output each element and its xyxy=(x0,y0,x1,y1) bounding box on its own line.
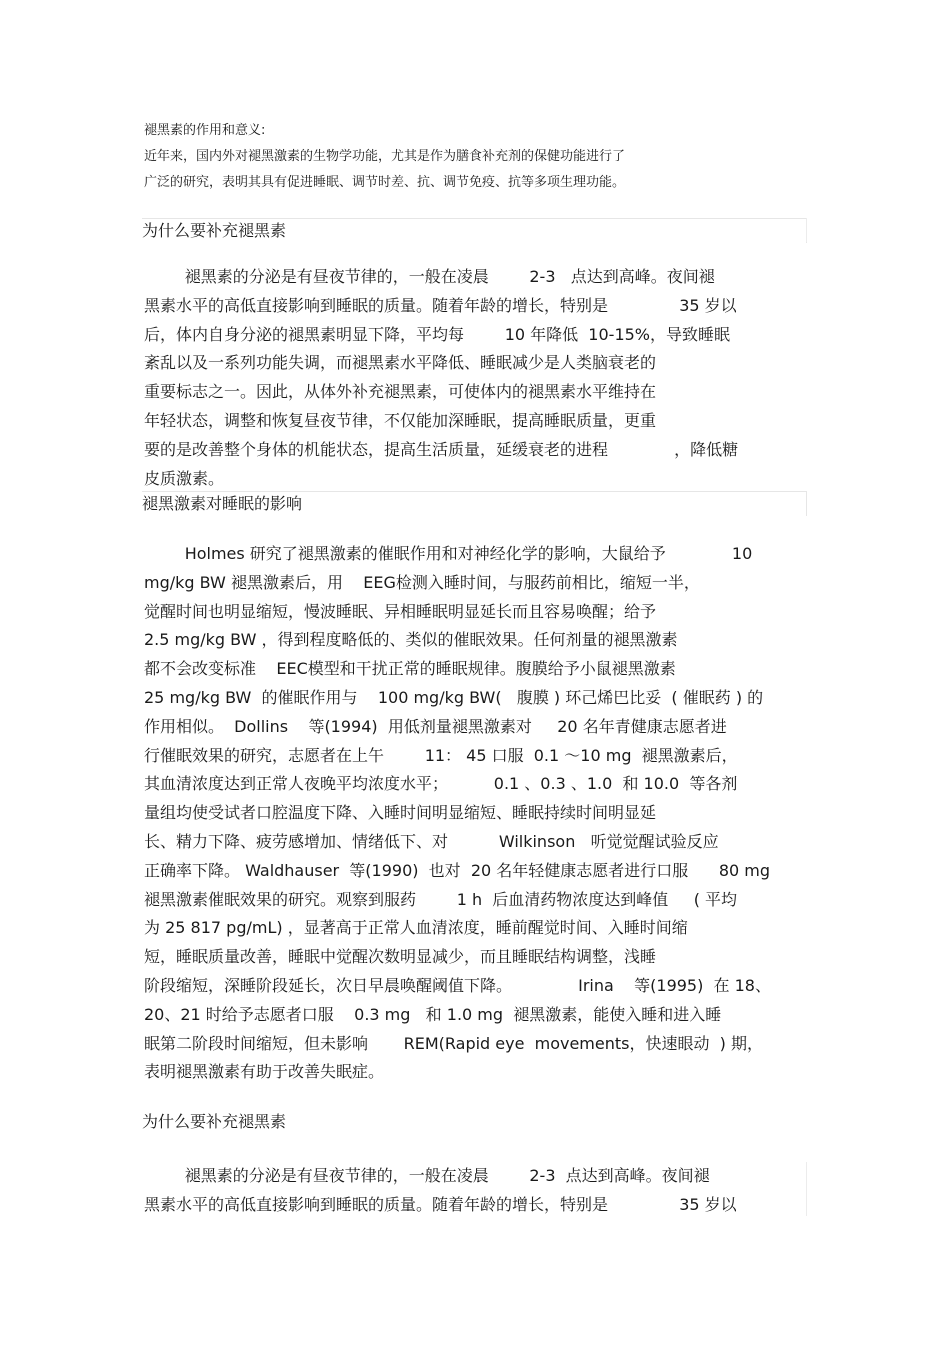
section-heading: 为什么要补充褪黑素 xyxy=(142,218,807,243)
paragraph-line: 作用相似。 Dollins 等(1994) 用低剂量褪黑激素对 20 名年青健康志愿者进 xyxy=(144,716,727,736)
heading-rule xyxy=(806,218,807,242)
intro-title: 褪黑素的作用和意义: xyxy=(144,123,266,138)
paragraph-line: 后，体内自身分泌的褪黑素明显下降，平均每 10 年降低 10-15%，导致睡眠 xyxy=(144,324,731,344)
intro-line: 广泛的研究，表明其具有促进睡眠、调节时差、抗、调节免疫、抗等多项生理功能。 xyxy=(144,175,626,190)
paragraph-line: 重要标志之一。因此，从体外补充褪黑素，可使体内的褪黑素水平维持在 xyxy=(144,382,657,402)
section2-paragraph xyxy=(144,540,812,1087)
clip-rule xyxy=(806,1162,807,1216)
intro-line: 近年来，国内外对褪黑激素的生物学功能，尤其是作为膳食补充剂的保健功能进行了 xyxy=(144,149,626,164)
paragraph-line: 都不会改变标准 EEC模型和干扰正常的睡眠规律。腹膜给予小鼠褪黑激素 xyxy=(144,659,676,679)
paragraph-line: 为 25 817 pg/mL) ，显著高于正常人血清浓度，睡前醒觉时间、入睡时间缩 xyxy=(144,918,688,938)
section-heading: 为什么要补充褪黑素 xyxy=(142,1112,287,1131)
paragraph-line: 黑素水平的高低直接影响到睡眠的质量。随着年龄的增长，特别是 35 岁以 xyxy=(144,295,737,315)
intro-block xyxy=(144,118,744,196)
paragraph-line: 20、21 时给予志愿者口服 0.3 mg 和 1.0 mg 褪黑激素，能使入睡和进入睡 xyxy=(144,1004,722,1024)
paragraph-line: mg/kg BW 褪黑激素后，用 EEG检测入睡时间，与服药前相比，缩短一半， xyxy=(144,572,700,592)
paragraph-line: 25 mg/kg BW 的催眠作用与 100 mg/kg BW( 腹膜 ) 环己烯巴比妥 ( 催眠药 ) 的 xyxy=(144,687,764,707)
paragraph-line: 正确率下降。 Waldhauser 等(1990) 也对 20 名年轻健康志愿者进行口服 80 mg xyxy=(144,860,771,880)
section-heading: 褪黑激素对睡眠的影响 xyxy=(142,491,807,516)
paragraph-line: 阶段缩短，深睡阶段延长，次日早晨唤醒阈值下降。 Irina 等(1995) 在 18、 xyxy=(144,975,771,995)
paragraph-line: 紊乱以及一系列功能失调，而褪黑素水平降低、睡眠减少是人类脑衰老的 xyxy=(144,353,657,373)
paragraph-line: 皮质激素。 xyxy=(144,468,225,488)
paragraph-line: 2.5 mg/kg BW ，得到程度略低的、类似的催眠效果。任何剂量的褪黑激素 xyxy=(144,630,678,650)
paragraph-line: 其血清浓度达到正常人夜晚平均浓度水平； 0.1 、0.3 、1.0 和 10.0 等各剂 xyxy=(144,774,738,794)
paragraph-line: 黑素水平的高低直接影响到睡眠的质量。随着年龄的增长，特别是 35 岁以 xyxy=(144,1194,737,1214)
paragraph-line: Holmes 研究了褪黑激素的催眠作用和对神经化学的影响，大鼠给予 10 xyxy=(144,544,753,563)
paragraph-line: 要的是改善整个身体的机能状态，提高生活质量，延缓衰老的进程 ，降低糖 xyxy=(144,439,739,459)
paragraph-line: 眠第二阶段时间缩短，但未影响 REM(Rapid eye movements，快速眼动 ) 期， xyxy=(144,1033,763,1053)
paragraph-line: 褪黑素的分泌是有昼夜节律的，一般在凌晨 2-3 点达到高峰。夜间褪 xyxy=(144,1166,710,1185)
paragraph-line: 褪黑激素催眠效果的研究。观察到服药 1 h 后血清药物浓度达到峰值 ( 平均 xyxy=(144,889,738,909)
paragraph-line: 短，睡眠质量改善，睡眠中觉醒次数明显减少，而且睡眠结构调整，浅睡 xyxy=(144,947,657,967)
paragraph-line: 年轻状态，调整和恢复昼夜节律，不仅能加深睡眠，提高睡眠质量，更重 xyxy=(144,410,657,430)
section3-clipped-area xyxy=(0,1162,950,1216)
paragraph-line: 觉醒时间也明显缩短，慢波睡眠、异相睡眠明显延长而且容易唤醒；给予 xyxy=(144,601,657,621)
paragraph-line: 行催眠效果的研究，志愿者在上午 11： 45 口服 0.1 ～10 mg 褪黑激素后， xyxy=(144,745,738,765)
paragraph-line: 长、精力下降、疲劳感增加、情绪低下、对 Wilkinson 听觉觉醒试验反应 xyxy=(144,831,719,851)
section3-paragraph xyxy=(144,1162,812,1216)
paragraph-line: 量组均使受试者口腔温度下降、入睡时间明显缩短、睡眠持续时间明显延 xyxy=(144,803,657,823)
paragraph-line: 褪黑素的分泌是有昼夜节律的，一般在凌晨 2-3 点达到高峰。夜间褪 xyxy=(144,267,715,286)
paragraph-line: 表明褪黑激素有助于改善失眠症。 xyxy=(144,1062,385,1082)
section1-paragraph xyxy=(144,263,812,493)
